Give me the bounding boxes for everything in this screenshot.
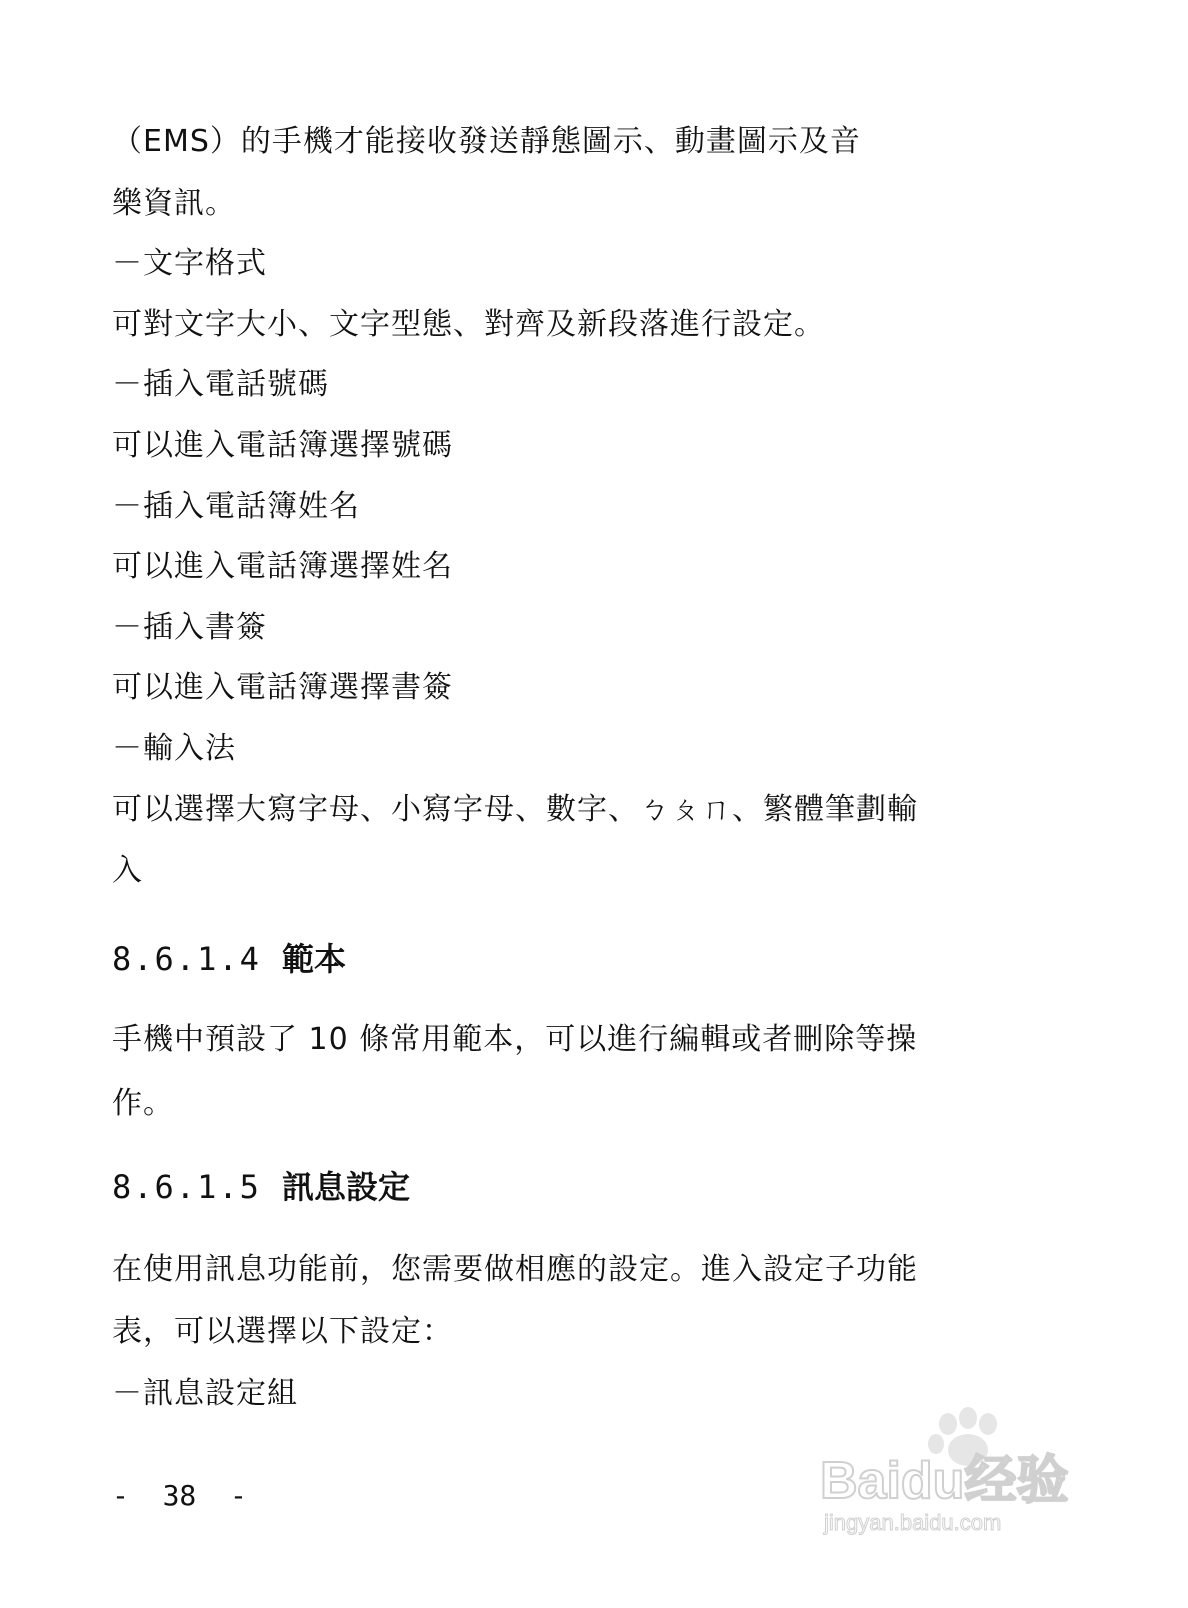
body-line: 可以進入電話簿選擇號碼 bbox=[112, 428, 453, 463]
list-item-heading: －插入書簽 bbox=[112, 610, 267, 645]
body-line: （EMS）的手機才能接收發送靜態圖示、動畫圖示及音 bbox=[112, 124, 861, 159]
body-line: 在使用訊息功能前，您需要做相應的設定。進入設定子功能 bbox=[112, 1252, 918, 1287]
section-heading-template bbox=[112, 938, 346, 980]
baidu-watermark bbox=[820, 1400, 1100, 1540]
page-number: - 38 - bbox=[112, 1479, 247, 1512]
body-line: 可以進入電話簿選擇姓名 bbox=[112, 549, 453, 584]
section-title: 範本 bbox=[282, 940, 347, 978]
list-item-heading: －插入電話簿姓名 bbox=[112, 489, 360, 524]
list-item-heading: －文字格式 bbox=[112, 246, 267, 281]
body-line: 可以進入電話簿選擇書簽 bbox=[112, 670, 453, 705]
body-line: 可對文字大小、文字型態、對齊及新段落進行設定。 bbox=[112, 307, 825, 342]
list-item-heading: －插入電話號碼 bbox=[112, 367, 329, 402]
section-number: 8.6.1.5 bbox=[112, 1168, 261, 1206]
watermark-brand: Baidu经验 bbox=[820, 1452, 1069, 1510]
body-line: 手機中預設了 10 條常用範本，可以進行編輯或者刪除等操 bbox=[112, 1022, 918, 1057]
section-heading-settings bbox=[112, 1166, 410, 1208]
section-title: 訊息設定 bbox=[282, 1168, 411, 1206]
list-item-heading: －輸入法 bbox=[112, 731, 236, 766]
body-line: 表，可以選擇以下設定： bbox=[112, 1314, 453, 1349]
body-line: 樂資訊。 bbox=[112, 186, 236, 221]
body-line: 作。 bbox=[112, 1086, 174, 1121]
body-line: 可以選擇大寫字母、小寫字母、數字、ㄅㄆㄇ、繁體筆劃輸 bbox=[112, 792, 918, 827]
body-line: 入 bbox=[112, 853, 143, 888]
list-item-heading: －訊息設定組 bbox=[112, 1376, 298, 1411]
watermark-url: jingyan.baidu.com bbox=[824, 1510, 1002, 1535]
section-number: 8.6.1.4 bbox=[112, 940, 261, 978]
